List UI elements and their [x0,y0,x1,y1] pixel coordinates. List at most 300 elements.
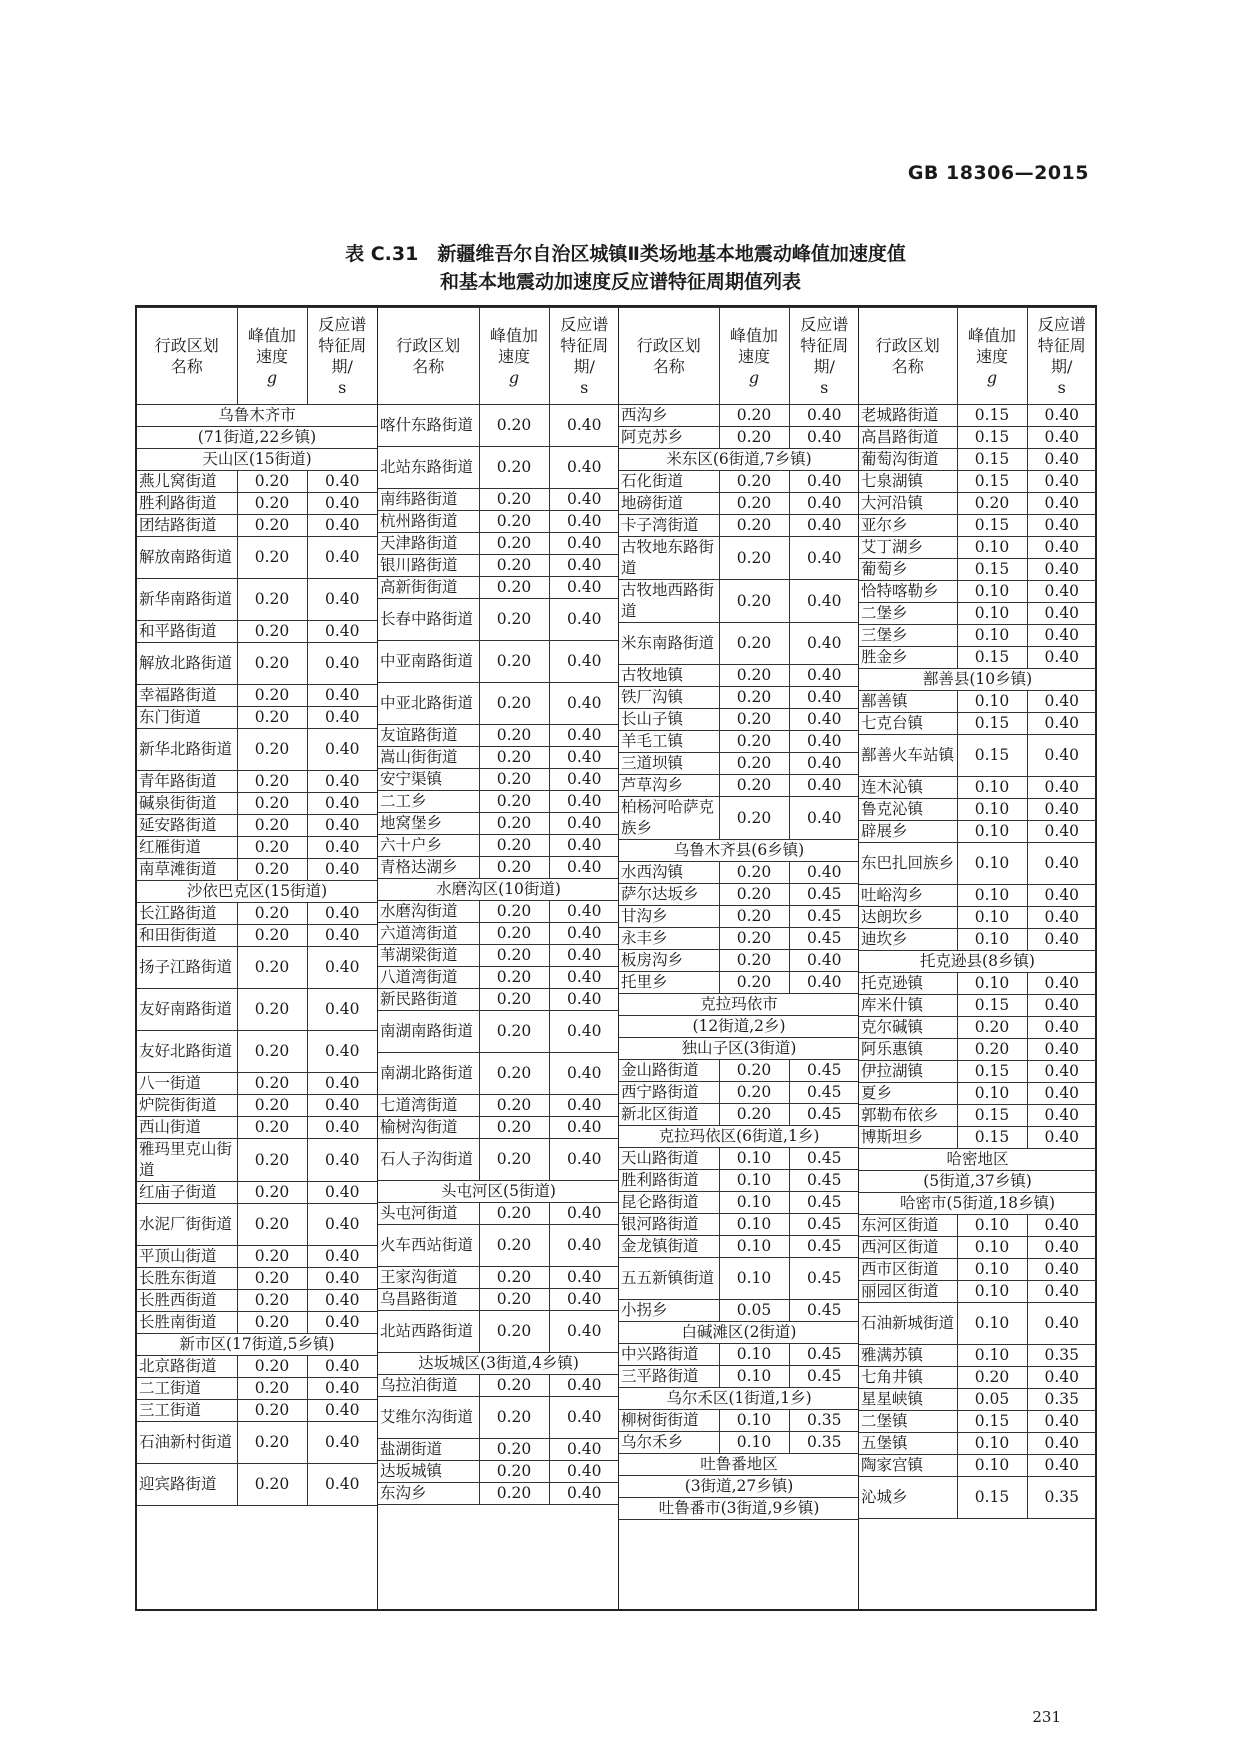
pga-value: 0.20 [237,493,307,515]
pga-value: 0.15 [957,1477,1027,1519]
table-row [619,1366,859,1388]
period-value: 0.40 [307,643,377,685]
column-table [859,307,1096,1519]
period-value: 0.40 [549,1203,619,1225]
pga-value: 0.20 [237,947,307,989]
group-heading: 哈密地区 [859,1149,1096,1171]
group-heading-row [619,1016,859,1038]
pga-value: 0.05 [719,1300,789,1322]
table-row [619,950,859,972]
district-name: 星星峡镇 [859,1389,957,1411]
district-name: 老城路街道 [859,405,957,427]
district-name: 胜利路街道 [137,493,237,515]
table-row [619,1148,859,1170]
pga-value: 0.10 [957,1281,1027,1303]
district-name: 二堡镇 [859,1411,957,1433]
pga-value: 0.20 [237,707,307,729]
pga-value: 0.20 [237,793,307,815]
pga-value: 0.20 [479,1225,549,1267]
group-heading: 吐鲁番地区 [619,1454,859,1476]
pga-value: 0.20 [237,537,307,579]
district-name: 托里乡 [619,972,719,994]
pga-value: 0.20 [479,489,549,511]
period-value: 0.45 [789,928,859,950]
group-heading-row [378,1181,619,1203]
pga-value: 0.10 [957,777,1027,799]
period-value: 0.40 [789,580,859,623]
period-value: 0.40 [549,577,619,599]
period-value: 0.40 [307,1268,377,1290]
period-value: 0.40 [549,533,619,555]
period-value: 0.40 [1027,799,1096,821]
pga-value: 0.10 [957,1433,1027,1455]
district-name: 达坂城镇 [378,1461,479,1483]
pga-value: 0.20 [719,580,789,623]
pga-value: 0.20 [479,945,549,967]
pga-value: 0.20 [237,685,307,707]
period-value: 0.40 [1027,515,1096,537]
pga-value: 0.20 [719,1060,789,1082]
district-name: 长胜东街道 [137,1268,237,1290]
table-row [619,537,859,580]
table-row [378,1011,619,1053]
period-value: 0.40 [307,493,377,515]
table-row [619,884,859,906]
table-row [859,493,1096,515]
period-value: 0.40 [1027,537,1096,559]
district-name: 杭州路街道 [378,511,479,533]
period-value: 0.40 [1027,471,1096,493]
district-name: 金龙镇街道 [619,1236,719,1258]
pga-value: 0.20 [237,1139,307,1182]
table-row [137,1139,377,1182]
period-value: 0.40 [307,1139,377,1182]
district-name: 阿克苏乡 [619,427,719,449]
table-row [137,1182,377,1204]
district-name: 五五新镇街道 [619,1258,719,1300]
district-name: 迪坎乡 [859,929,957,951]
table-row [137,515,377,537]
table-row [378,901,619,923]
table-row [619,1104,859,1126]
district-name: 七泉湖镇 [859,471,957,493]
period-value: 0.40 [1027,713,1096,735]
group-heading: 鄯善县(10乡镇) [859,669,1096,691]
table-row [137,793,377,815]
table-row [137,1246,377,1268]
pga-value: 0.15 [957,405,1027,427]
table-row [859,885,1096,907]
table-row [137,1204,377,1246]
district-name: 七角井镇 [859,1367,957,1389]
group-heading: 克拉玛依区(6街道,1乡) [619,1126,859,1148]
period-value: 0.40 [789,753,859,775]
table-row [859,1083,1096,1105]
period-value: 0.40 [307,685,377,707]
district-name: 陶家宫镇 [859,1455,957,1477]
pga-value: 0.15 [957,559,1027,581]
district-name: 七道湾街道 [378,1095,479,1117]
district-name: 银川路街道 [378,555,479,577]
district-name: 亚尔乡 [859,515,957,537]
pga-value: 0.10 [957,821,1027,843]
period-value: 0.40 [549,989,619,1011]
district-name: 水泥厂街街道 [137,1204,237,1246]
table-row [378,599,619,641]
group-heading: 白碱滩区(2街道) [619,1322,859,1344]
table-row [859,1303,1096,1345]
group-heading-row [859,669,1096,691]
period-value: 0.40 [307,621,377,643]
pga-value: 0.20 [479,1311,549,1353]
header-pga: 峰值加速度 g [719,308,789,405]
period-value: 0.40 [307,947,377,989]
table-column-4 [858,307,1095,1609]
table-row [137,1095,377,1117]
table-row [619,753,859,775]
period-value: 0.40 [549,489,619,511]
period-value: 0.40 [1027,1215,1096,1237]
table-row [859,1433,1096,1455]
pga-value: 0.20 [719,950,789,972]
district-name: 西宁路街道 [619,1082,719,1104]
period-value: 0.40 [307,1117,377,1139]
table-row [378,769,619,791]
district-name: 乌尔禾乡 [619,1432,719,1454]
table-row [137,471,377,493]
pga-value: 0.20 [237,643,307,685]
group-heading: 新市区(17街道,5乡镇) [137,1334,377,1356]
period-value: 0.40 [549,1289,619,1311]
district-name: 达朗坎乡 [859,907,957,929]
header-row [859,308,1096,405]
district-name: 火车西站街道 [378,1225,479,1267]
district-name: 幸福路街道 [137,685,237,707]
pga-value: 0.20 [479,599,549,641]
pga-value: 0.20 [237,771,307,793]
table-row [859,777,1096,799]
period-value: 0.40 [307,707,377,729]
district-name: 新华北路街道 [137,729,237,771]
group-heading: 米东区(6街道,7乡镇) [619,449,859,471]
table-row [378,511,619,533]
district-name: 伊拉湖镇 [859,1061,957,1083]
table-row [378,857,619,879]
table-row [619,1214,859,1236]
pga-value: 0.10 [957,885,1027,907]
pga-value: 0.15 [957,1061,1027,1083]
pga-value: 0.20 [957,1367,1027,1389]
group-heading-row [378,1353,619,1375]
pga-value: 0.15 [957,1411,1027,1433]
period-value: 0.40 [549,447,619,489]
table-row [137,1031,377,1073]
district-name: 新华南路街道 [137,579,237,621]
pga-value: 0.10 [719,1258,789,1300]
period-value: 0.40 [1027,995,1096,1017]
period-value: 0.40 [549,1375,619,1397]
pga-value: 0.15 [957,647,1027,669]
table-row [859,973,1096,995]
table-row [859,1127,1096,1149]
table-row [619,427,859,449]
table-row [859,625,1096,647]
district-name: 五堡镇 [859,1433,957,1455]
period-value: 0.40 [1027,1433,1096,1455]
period-value: 0.45 [789,1344,859,1366]
table-row [859,515,1096,537]
district-name: 二堡乡 [859,603,957,625]
district-name: 柳树街街道 [619,1410,719,1432]
pga-value: 0.10 [957,1345,1027,1367]
pga-value: 0.20 [479,1095,549,1117]
data-table [135,305,1097,1611]
district-name: 长胜南街道 [137,1312,237,1334]
district-name: 团结路街道 [137,515,237,537]
table-row [619,1236,859,1258]
table-row [378,1483,619,1505]
period-value: 0.40 [549,641,619,683]
table-row [137,493,377,515]
pga-value: 0.15 [957,427,1027,449]
group-heading: 沙依巴克区(15街道) [137,881,377,903]
pga-value: 0.20 [719,928,789,950]
period-value: 0.40 [1027,735,1096,777]
table-column-3 [618,307,858,1609]
pga-value: 0.20 [237,815,307,837]
pga-value: 0.20 [479,1483,549,1505]
district-name: 小拐乡 [619,1300,719,1322]
group-heading: (12街道,2乡) [619,1016,859,1038]
district-name: 胜利路街道 [619,1170,719,1192]
table-row [619,493,859,515]
table-row [619,405,859,427]
district-name: 三堡乡 [859,625,957,647]
district-name: 扬子江路街道 [137,947,237,989]
pga-value: 0.20 [479,901,549,923]
pga-value: 0.20 [237,1378,307,1400]
table-row [619,775,859,797]
period-value: 0.45 [789,1060,859,1082]
table-row [378,555,619,577]
district-name: 中亚南路街道 [378,641,479,683]
period-value: 0.40 [789,665,859,687]
district-name: 西沟乡 [619,405,719,427]
pga-value: 0.20 [479,1375,549,1397]
district-name: 金山路街道 [619,1060,719,1082]
district-name: 炉院街街道 [137,1095,237,1117]
pga-value: 0.20 [237,579,307,621]
district-name: 迎宾路街道 [137,1464,237,1506]
table-row [859,559,1096,581]
table-row [619,731,859,753]
header-name: 行政区划名称 [619,308,719,405]
group-heading-row [859,951,1096,973]
table-row [137,771,377,793]
table-row [378,923,619,945]
district-name: 地磅街道 [619,493,719,515]
table-row [378,1461,619,1483]
pga-value: 0.20 [479,1117,549,1139]
period-value: 0.45 [789,1236,859,1258]
table-row [859,713,1096,735]
pga-value: 0.10 [957,603,1027,625]
table-column-1 [137,307,377,1609]
period-value: 0.40 [1027,929,1096,951]
table-row [378,683,619,725]
period-value: 0.45 [789,906,859,928]
pga-value: 0.20 [237,1422,307,1464]
pga-value: 0.20 [237,1182,307,1204]
period-value: 0.40 [789,797,859,840]
pga-value: 0.20 [237,515,307,537]
table-row [137,1268,377,1290]
district-name: 榆树沟街道 [378,1117,479,1139]
table-row [619,471,859,493]
district-name: 六十户乡 [378,835,479,857]
district-name: 喀什东路街道 [378,405,479,447]
period-value: 0.40 [549,1011,619,1053]
district-name: 胜金乡 [859,647,957,669]
pga-value: 0.15 [957,1105,1027,1127]
district-name: 西山街道 [137,1117,237,1139]
district-name: 平顶山街道 [137,1246,237,1268]
header-row [378,308,619,405]
period-value: 0.40 [549,555,619,577]
pga-value: 0.20 [237,621,307,643]
period-value: 0.40 [1027,493,1096,515]
pga-value: 0.20 [237,859,307,881]
table-row [378,791,619,813]
pga-value: 0.10 [957,625,1027,647]
pga-value: 0.10 [957,799,1027,821]
district-name: 夏乡 [859,1083,957,1105]
group-heading-row [619,1498,859,1520]
table-row [378,533,619,555]
group-heading: 天山区(15街道) [137,449,377,471]
group-heading-row [137,449,377,471]
period-value: 0.40 [549,683,619,725]
pga-value: 0.20 [479,1011,549,1053]
table-row [619,665,859,687]
period-value: 0.45 [789,1366,859,1388]
table-row [378,1139,619,1181]
period-value: 0.40 [549,967,619,989]
district-name: 吐峪沟乡 [859,885,957,907]
district-name: 北站东路街道 [378,447,479,489]
district-name: 乌昌路街道 [378,1289,479,1311]
header-name: 行政区划名称 [137,308,237,405]
pga-value: 0.20 [719,775,789,797]
district-name: 王家沟街道 [378,1267,479,1289]
district-name: 铁厂沟镇 [619,687,719,709]
district-name: 二工街道 [137,1378,237,1400]
group-heading-row [619,840,859,862]
district-name: 长春中路街道 [378,599,479,641]
pga-value: 0.10 [719,1170,789,1192]
period-value: 0.40 [549,1439,619,1461]
pga-value: 0.20 [237,1095,307,1117]
table-row [137,579,377,621]
pga-value: 0.10 [957,973,1027,995]
district-name: 羊毛工镇 [619,731,719,753]
pga-value: 0.20 [237,1031,307,1073]
pga-value: 0.20 [237,1246,307,1268]
period-value: 0.35 [789,1410,859,1432]
table-row [619,1060,859,1082]
title-line-1: 表 C.31 新疆维吾尔自治区城镇Ⅱ类场地基本地震动峰值加速度值 [345,243,906,265]
pga-value: 0.20 [479,1203,549,1225]
district-name: 和田街街道 [137,925,237,947]
pga-value: 0.20 [237,471,307,493]
pga-value: 0.20 [719,709,789,731]
period-value: 0.40 [307,859,377,881]
table-row [137,1117,377,1139]
period-value: 0.40 [1027,821,1096,843]
table-row [859,471,1096,493]
district-name: 米东南路街道 [619,623,719,665]
group-heading-row [619,994,859,1016]
period-value: 0.40 [307,729,377,771]
table-row [619,1300,859,1322]
table-row [137,903,377,925]
period-value: 0.40 [789,972,859,994]
pga-value: 0.20 [957,1017,1027,1039]
pga-value: 0.20 [237,1073,307,1095]
column-table [137,307,377,1506]
period-value: 0.40 [307,837,377,859]
district-name: 长山子镇 [619,709,719,731]
table-row [859,1061,1096,1083]
period-value: 0.40 [1027,1083,1096,1105]
period-value: 0.45 [789,1300,859,1322]
group-heading-row [619,1126,859,1148]
period-value: 0.45 [789,1082,859,1104]
pga-value: 0.20 [479,533,549,555]
period-value: 0.40 [1027,405,1096,427]
table-row [378,1375,619,1397]
period-value: 0.35 [1027,1477,1096,1519]
district-name: 友好北路街道 [137,1031,237,1073]
district-name: 西河区街道 [859,1237,957,1259]
district-name: 银河路街道 [619,1214,719,1236]
district-name: 北站西路街道 [378,1311,479,1353]
table-row [859,647,1096,669]
period-value: 0.40 [307,1246,377,1268]
pga-value: 0.20 [719,687,789,709]
table-row [859,1259,1096,1281]
district-name: 古牧地镇 [619,665,719,687]
table-row [859,691,1096,713]
period-value: 0.40 [549,769,619,791]
pga-value: 0.10 [719,1214,789,1236]
period-value: 0.45 [789,1258,859,1300]
district-name: 柏杨河哈萨克族乡 [619,797,719,840]
header-period: 反应谱特征周期/ s [549,308,619,405]
period-value: 0.40 [1027,1017,1096,1039]
pga-value: 0.10 [719,1432,789,1454]
period-value: 0.40 [307,1400,377,1422]
period-value: 0.40 [549,1397,619,1439]
period-value: 0.40 [307,815,377,837]
period-value: 0.40 [789,471,859,493]
pga-value: 0.20 [479,835,549,857]
table-row [137,1464,377,1506]
pga-value: 0.20 [237,837,307,859]
table-row [859,1281,1096,1303]
pga-value: 0.15 [957,995,1027,1017]
pga-value: 0.20 [479,747,549,769]
